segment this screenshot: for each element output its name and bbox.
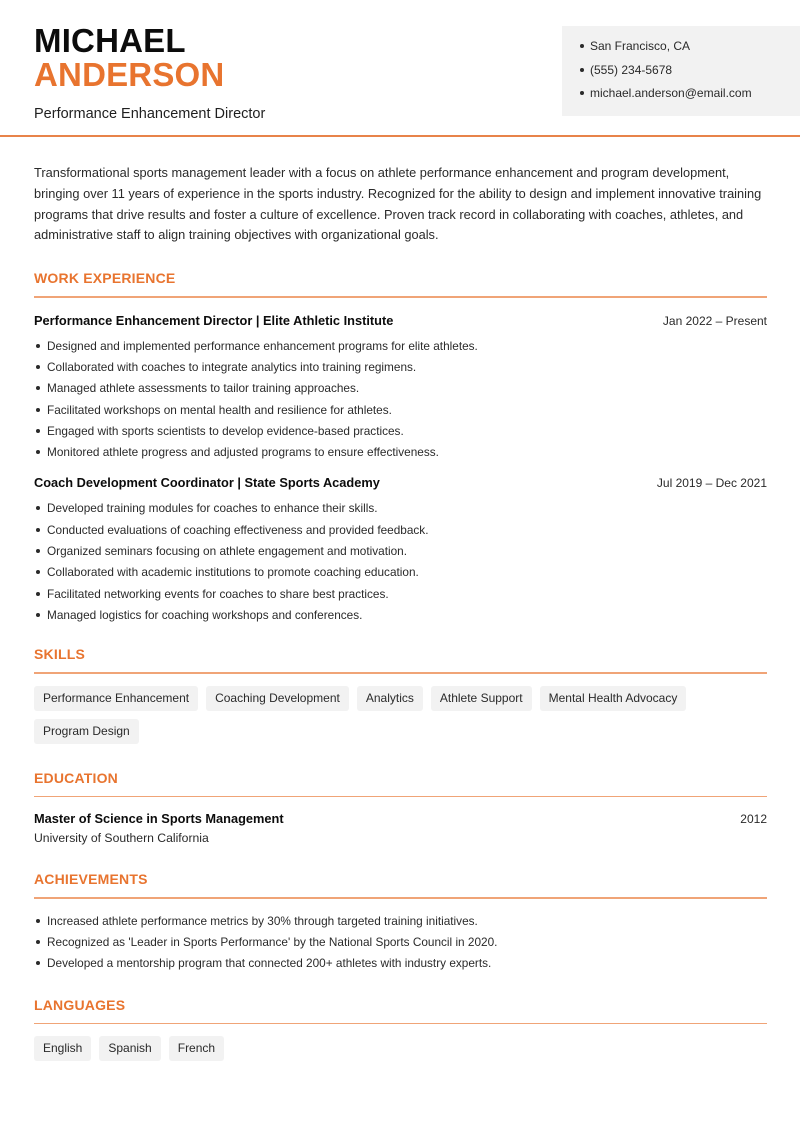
skill-tag: Program Design (34, 719, 139, 744)
education-header (34, 811, 767, 826)
list-item: Developed training modules for coaches to enhance their skills. (34, 500, 767, 521)
section-title-work: WORK EXPERIENCE (34, 270, 176, 287)
list-item: Collaborated with coaches to integrate analytics into training regimens. (34, 359, 767, 380)
achievements-section (34, 871, 767, 976)
section-divider (34, 897, 767, 899)
languages-tags (34, 1036, 767, 1061)
languages-section (34, 997, 767, 1062)
list-item: Conducted evaluations of coaching effectiveness and provided feedback. (34, 522, 767, 543)
skill-tag: Performance Enhancement (34, 686, 198, 711)
job-bullets (34, 338, 767, 466)
list-item: Facilitated workshops on mental health and resilience for athletes. (34, 402, 767, 423)
skill-tag: Mental Health Advocacy (540, 686, 687, 711)
job-header (34, 313, 767, 328)
list-item: Engaged with sports scientists to develop evidence-based practices. (34, 423, 767, 444)
skills-section (34, 646, 767, 744)
name-block (34, 24, 265, 122)
job-entry (34, 475, 767, 628)
list-item: Monitored athlete progress and adjusted programs to ensure effectiveness. (34, 444, 767, 465)
section-title-languages: LANGUAGES (34, 996, 126, 1013)
skill-tag: Coaching Development (206, 686, 349, 711)
job-header (34, 475, 767, 490)
contact-phone: (555) 234-5678 (580, 62, 800, 86)
job-title: Performance Enhancement Director (34, 106, 266, 122)
job-date: Jan 2022 – Present (662, 313, 767, 328)
section-title-skills: SKILLS (34, 646, 85, 663)
job-role: Coach Development Coordinator | State Sports Academy (34, 475, 380, 491)
education-school: University of Southern California (34, 831, 209, 846)
list-item: Developed a mentorship program that connected 200+ athletes with industry experts. (34, 955, 767, 976)
section-title-education: EDUCATION (34, 769, 118, 786)
education-section (34, 770, 767, 846)
section-divider (34, 672, 767, 674)
language-tag: French (169, 1036, 224, 1061)
resume-header (0, 0, 800, 137)
education-entry (34, 811, 767, 845)
job-bullets (34, 500, 767, 628)
contact-box (562, 26, 800, 116)
work-experience-section (34, 270, 767, 628)
first-name: MICHAEL (34, 22, 186, 59)
summary-paragraph: Transformational sports management leader with a focus on athlete performance enhancement and program development, bringing over 11 years of experience in the sports industry. Recognized for the ability to design and implement innovative training programs that drive results and foster a culture of excellence. Proven track record in collaborating with coaches, athletes, and administrative staff to align training objectives with organizational goals. (34, 165, 762, 243)
list-item: Designed and implemented performance enhancement programs for elite athletes. (34, 338, 767, 359)
section-divider (34, 296, 767, 298)
job-role: Performance Enhancement Director | Elite Athletic Institute (34, 312, 394, 328)
list-item: Managed athlete assessments to tailor training approaches. (34, 380, 767, 401)
language-tag: English (34, 1036, 91, 1061)
skill-tag: Athlete Support (431, 686, 532, 711)
section-divider (34, 1023, 767, 1025)
list-item: Managed logistics for coaching workshops and conferences. (34, 607, 767, 628)
list-item: Increased athlete performance metrics by 30% through targeted training initiatives. (34, 913, 767, 934)
resume-body (34, 163, 767, 1061)
last-name: ANDERSON (34, 56, 225, 93)
section-divider (34, 796, 767, 798)
job-date: Jul 2019 – Dec 2021 (656, 476, 767, 491)
section-title-achievements: ACHIEVEMENTS (34, 871, 148, 888)
contact-location: San Francisco, CA (580, 38, 800, 62)
list-item: Collaborated with academic institutions to promote coaching education. (34, 564, 767, 585)
education-degree: Master of Science in Sports Management (34, 811, 284, 827)
achievements-list (34, 913, 767, 977)
list-item: Recognized as 'Leader in Sports Performance' by the National Sports Council in 2020. (34, 934, 767, 955)
skills-tags (34, 686, 767, 744)
contact-email: michael.anderson@email.com (580, 85, 800, 109)
job-entry (34, 313, 767, 466)
list-item: Facilitated networking events for coaches to share best practices. (34, 586, 767, 607)
list-item: Organized seminars focusing on athlete engagement and motivation. (34, 543, 767, 564)
education-year: 2012 (740, 812, 767, 827)
skill-tag: Analytics (357, 686, 423, 711)
language-tag: Spanish (99, 1036, 160, 1061)
